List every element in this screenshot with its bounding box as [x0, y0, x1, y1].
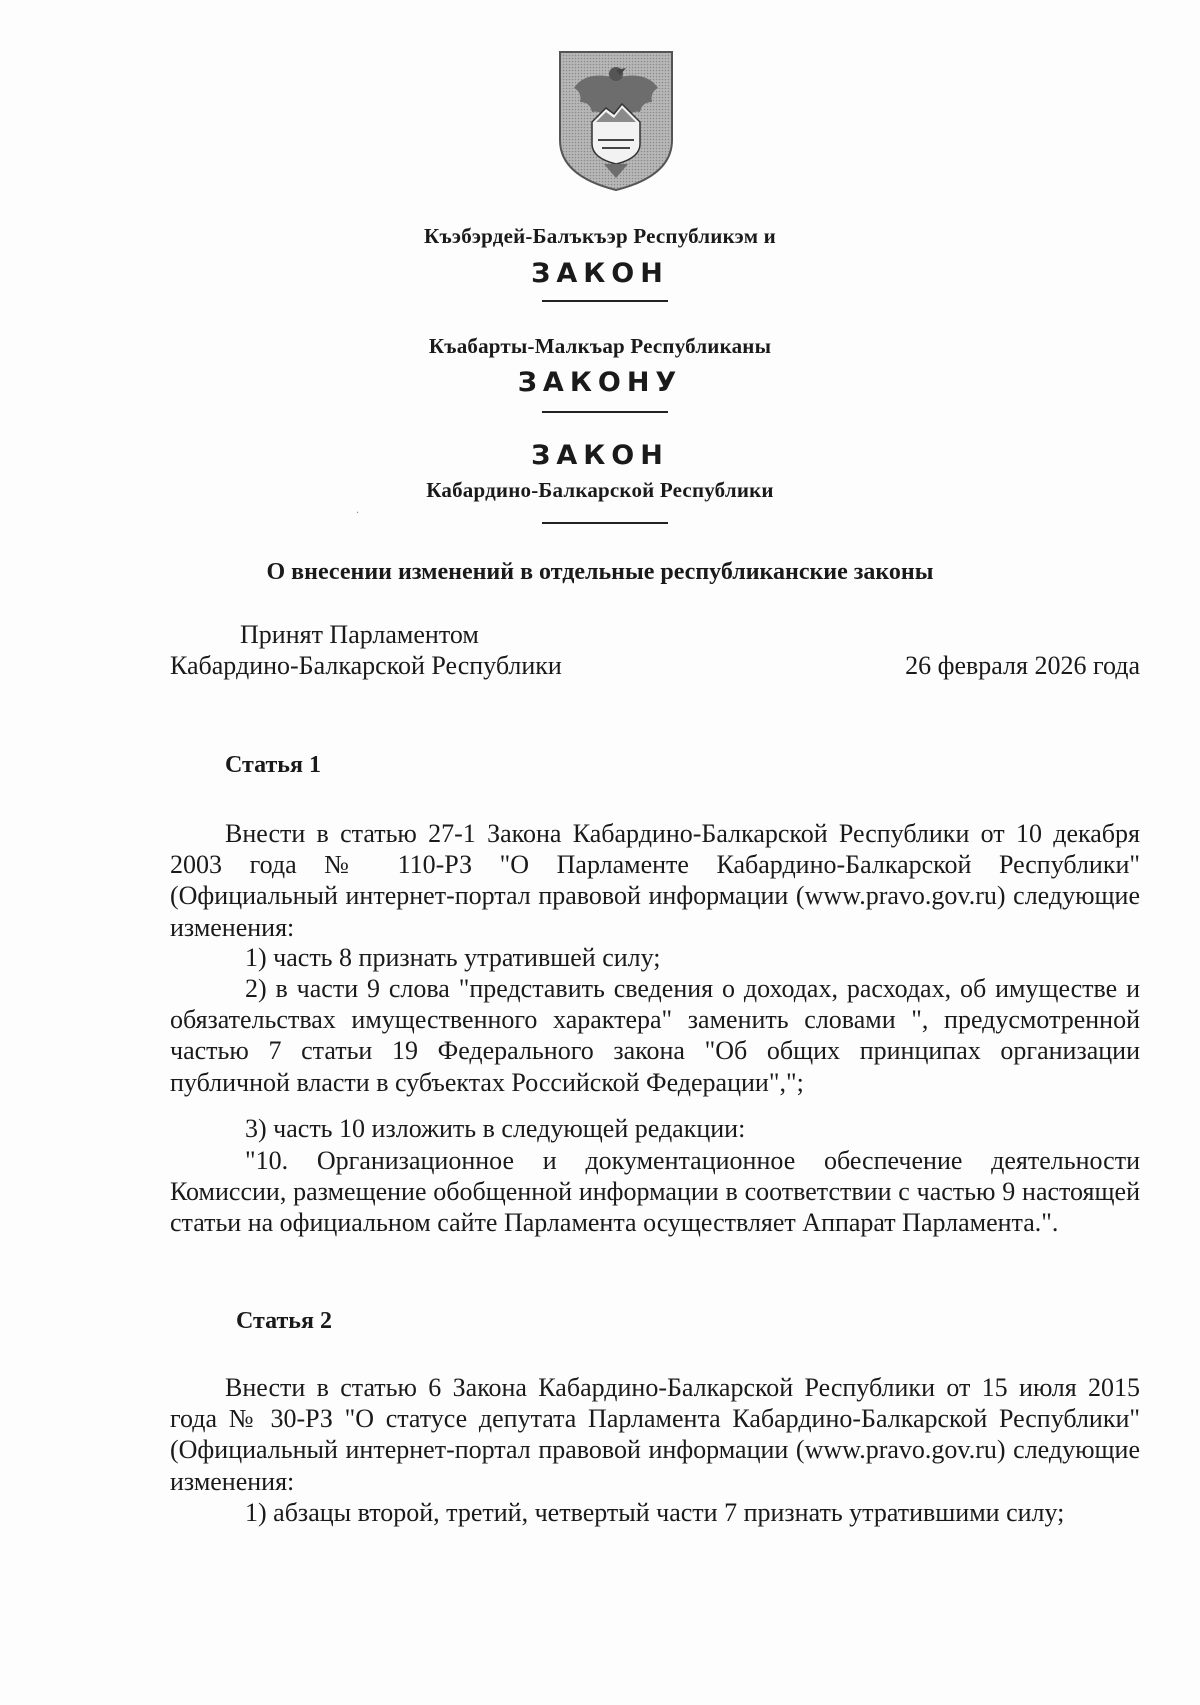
article-1-item-2: 2) в части 9 слова "представить сведения о доходах, расходах, об имуществе и обязательствах имущественного характера" заменить словами ", предусмотренной частью 7 статьи 19 Федерального закона "Об общих принципах организации публичной власти в субъектах Российской Федерации","; — [170, 974, 1140, 1097]
header-divider — [542, 411, 668, 413]
article-1-item-3: 3) часть 10 изложить в следующей редакции: — [245, 1114, 746, 1143]
scan-mark: . — [356, 502, 359, 516]
article-1-quote: "10. Организационное и документационное обеспечение деятельности Комиссии, размещение обобщенной информации в соответствии с частью 9 настоящей статьи на официальном сайте Парламента осуществляет Аппарат Парламента.". — [170, 1146, 1140, 1238]
article-1-heading: Статья 1 — [225, 752, 321, 778]
coat-of-arms-emblem — [556, 48, 676, 194]
header-russian-law: ЗАКОН — [531, 440, 669, 471]
article-2-item-1: 1) абзацы второй, третий, четвертый части 7 признать утратившими силу; — [245, 1498, 1065, 1527]
header-balkar-law: ЗАКОНУ — [517, 367, 683, 398]
adoption-date: 26 февраля 2026 года — [905, 651, 1140, 680]
header-russian: Кабардино-Балкарской Республики — [426, 478, 774, 502]
header-divider — [542, 522, 668, 524]
header-kabardian-law: ЗАКОН — [531, 258, 669, 289]
adoption-line2: Кабардино-Балкарской Республики — [170, 651, 562, 680]
article-1-intro: Внести в статью 27-1 Закона Кабардино-Балкарской Республики от 10 декабря 2003 года № 110-РЗ "О Парламенте Кабардино-Балкарской Республики" (Официальный интернет-портал правовой информации (www.pravo.gov.ru) следующие изменения: — [170, 819, 1140, 942]
header-kabardian: Къэбэрдей-Балъкъэр Республикэм и — [424, 224, 776, 248]
header-balkar: Къабарты-Малкъар Республиканы — [428, 334, 772, 358]
article-2-intro: Внести в статью 6 Закона Кабардино-Балкарской Республики от 15 июля 2015 года № 30-РЗ "О статусе депутата Парламента Кабардино-Балкарской Республики" (Официальный интернет-портал правовой информации (www.pravo.gov.ru) следующие изменения: — [170, 1373, 1140, 1496]
adoption-line1: Принят Парламентом — [240, 620, 479, 649]
article-2-heading: Статья 2 — [236, 1308, 332, 1334]
header-divider — [542, 300, 668, 302]
law-title: О внесении изменений в отдельные республиканские законы — [266, 559, 934, 585]
article-1-item-1: 1) часть 8 признать утратившей силу; — [245, 943, 661, 972]
